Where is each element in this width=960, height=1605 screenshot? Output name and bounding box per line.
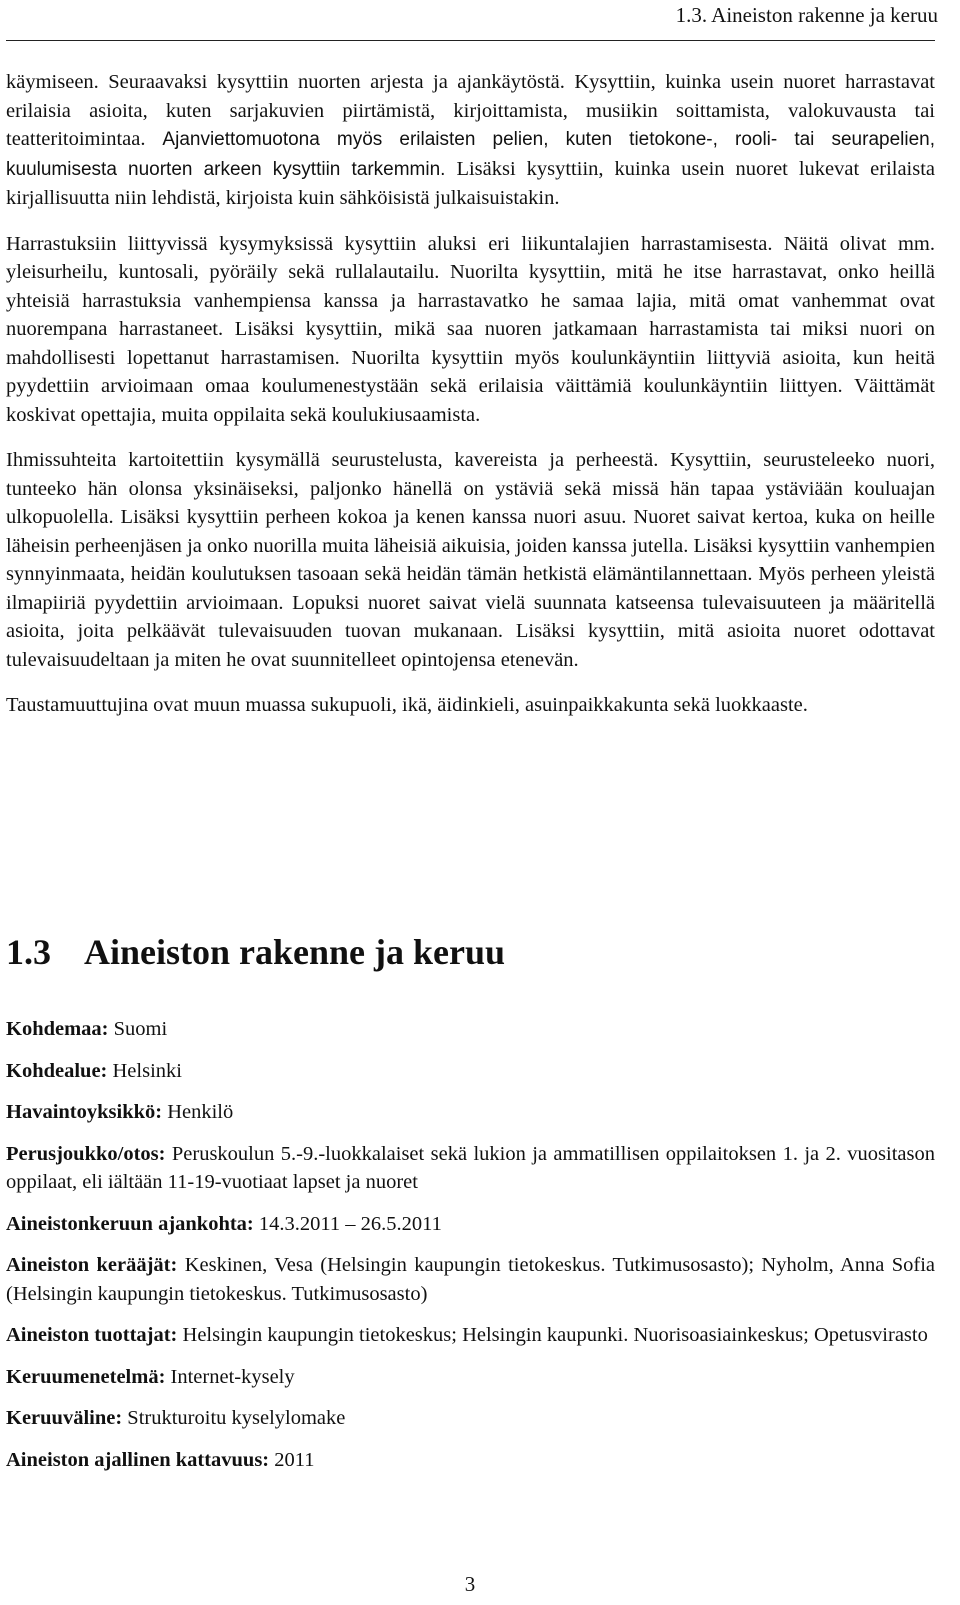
meta-producers: Aineiston tuottajat: Helsingin kaupungin tietokeskus; Helsingin kaupunki. Nuorisoasiainkeskus; Opetusvirasto (6, 1324, 928, 1346)
meta-collection-method: Keruumenetelmä: Internet-kysely (6, 1365, 295, 1388)
paragraph-activities (6, 68, 935, 213)
paragraph-hobbies: Harrastuksiin liittyvissä kysymyksissä kysyttiin aluksi eri liikuntalajien harrastamisesta. Näitä olivat mm. yleisurheilu, kuntosali, pyöräily sekä rullalautailu. Nuorilta kysyttiin, mitä he itse harrastavat, onko heillä yhteisiä harrastuksia vanhempiensa kanssa ja harrastavatko he samaa lajia, mitä omat vanhemmat ovat nuorempana harrastaneet. Lisäksi kysyttiin, mikä saa nuoren jatkamaan harrastamista tai miksi nuori on mahdollisesti lopettanut harrastamisen. Nuorilta kysyttiin myös koulunkäyntiin liittyviä asioita, kun heitä pyydettiin arvioimaan omaa koulumenestystään sekä erilaisia väittämiä koulunkäyntiin liittyen. Väittämät koskivat opettajia, muita oppilaita sekä koulukiusaamista. (6, 232, 935, 426)
section-heading (6, 930, 505, 974)
paragraph-activities-part2: Ajanviettomuotona myös erilaisten pelien, kuten tietokone-, rooli- tai seurapelien, kuulumisesta nuorten arkeen kysyttiin tarkemmin. (6, 129, 936, 180)
section-title: Aineiston rakenne ja keruu (84, 932, 506, 972)
paragraph-background-variables: Taustamuuttujina ovat muun muassa sukupuoli, ikä, äidinkieli, asuinpaikkakunta sekä luokkaaste. (6, 694, 808, 716)
header-rule (6, 40, 935, 41)
running-header: 1.3. Aineiston rakenne ja keruu (675, 3, 938, 27)
dataset-metadata (6, 1015, 935, 1487)
meta-collection-instrument: Keruuväline: Strukturoitu kyselylomake (6, 1407, 346, 1429)
paragraph-relationships: Ihmissuhteita kartoitettiin kysymällä seurustelusta, kavereista ja perheestä. Kysyttiin, seurusteleeko nuori, tunteeko hän olonsa yksinäiseksi, paljonko hänellä on ystäviä sekä missä hän tapaa ystäviään kouluajan ulkopuolella. Lisäksi kysyttiin perheen kokoa ja kenen kanssa nuori asuu. Nuoret saivat kertoa, kuka on heille läheisin perheenjäsen ja onko nuorilla muita läheisiä aikuisia, joiden kanssa jutella. Lisäksi kysyttiin vanhempien synnyinmaata, heidän koulutuksen tasoaan sekä heidän tämän hetkistä elämäntilannettaan. Myös perheen yleistä ilmapiiriä pyydettiin arvioimaan. Lopuksi nuoret saivat vielä suunnata katseensa tulevaisuuteen ja määritellä asioita, joita pelkäävät tulevaisuuden tuovan mukanaan. Lisäksi kysyttiin, mitä asioita nuoret odottavat tulevaisuudeltaan ja miten he ovat suunnitelleet opintojensa etenevän. (6, 449, 935, 671)
meta-target-area: Kohdealue: Helsinki (6, 1059, 182, 1082)
section-number: 1.3 (6, 932, 51, 972)
meta-population-sample: Perusjoukko/otos: Peruskoulun 5.-9.-luokkalaiset sekä lukion ja ammatillisen oppilaitoksen 1. ja 2. vuositason oppilaat, eli iältään 11-19-vuotiaat lapset ja nuoret (6, 1142, 936, 1193)
meta-collection-period: Aineistonkeruun ajankohta: 14.3.2011 – 26.5.2011 (6, 1212, 442, 1235)
paragraph-activities-part1: käymiseen. Seuraavaksi kysyttiin nuorten arjesta ja ajankäytöstä. Kysyttiin, kuinka usein nuoret harrastavat erilaisia asioita, kuten sarjakuvien piirtämistä, kirjoittamista, musiikin soittamista, valokuvausta tai teatteritoimintaa. (6, 71, 935, 150)
meta-collectors: Aineiston kerääjät: Keskinen, Vesa (Helsingin kaupungin tietokeskus. Tutkimusosasto); Nyholm, Anna Sofia (Helsingin kaupungin tietokeskus. Tutkimusosasto) (6, 1254, 936, 1305)
paragraph-activities-part3: Lisäksi kysyttiin, kuinka usein nuoret lukevat erilaista kirjallisuutta niin lehdistä, kirjoista kuin sähköisistä julkaisuistakin. (6, 157, 936, 209)
page-number: 3 (464, 1572, 476, 1596)
meta-observation-unit: Havaintoyksikkö: Henkilö (6, 1101, 234, 1123)
meta-target-country: Kohdemaa: Suomi (6, 1018, 168, 1040)
meta-temporal-coverage: Aineiston ajallinen kattavuus: 2011 (6, 1448, 315, 1471)
body-text (6, 68, 935, 720)
